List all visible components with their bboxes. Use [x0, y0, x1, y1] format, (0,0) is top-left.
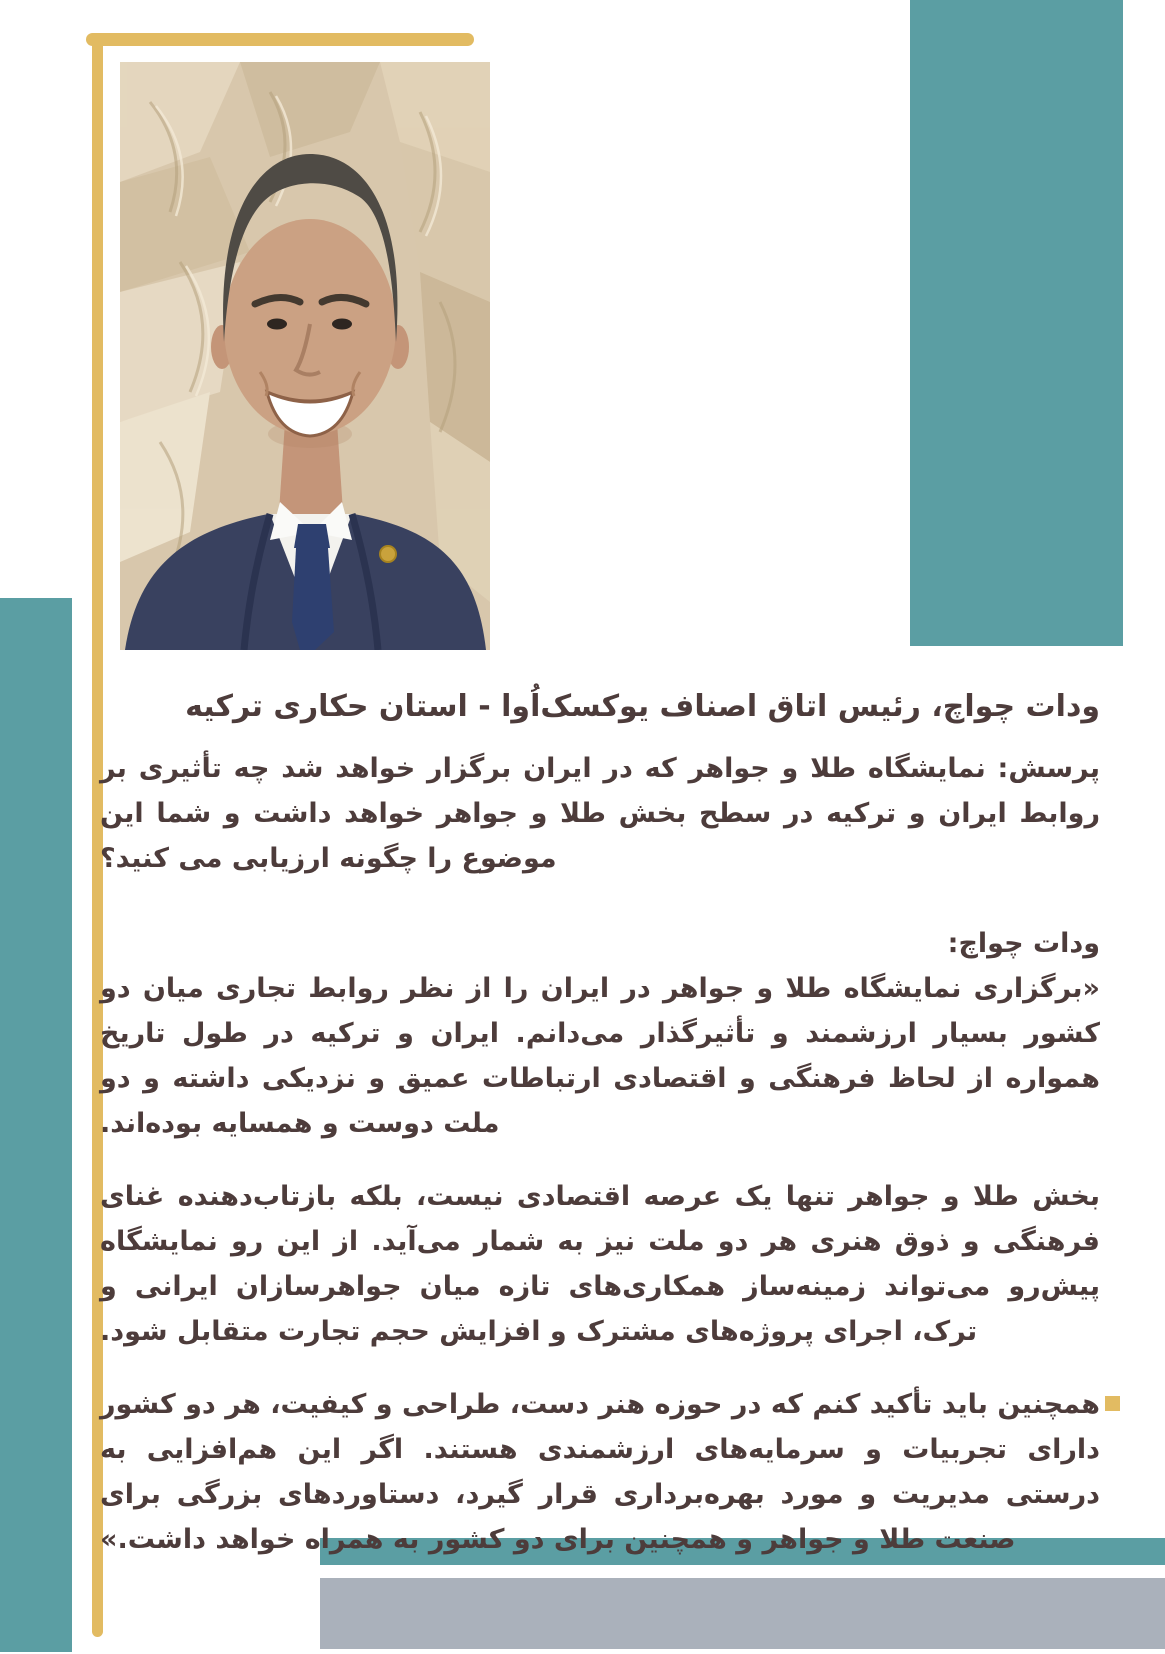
portrait-photo — [120, 62, 490, 650]
answer-paragraph-2: بخش طلا و جواهر تنها یک عرصه اقتصادی نیست، بلکه بازتاب‌دهنده غنای فرهنگی و ذوق هنری هر دو ملت نیز به شمار می‌آید. از این رو نمایشگاه پیش‌رو می‌تواند زمینه‌ساز همکاری‌های تازه میان جواهرسازان ایرانی و ترک، اجرای پروژه‌های مشترک و افزایش حجم تجارت متقابل شود. — [100, 1181, 1100, 1347]
answer-paragraph-3-text: همچنین باید تأکید کنم که در حوزه هنر دست، طراحی و کیفیت، هر دو کشور دارای تجربیات و سرمایه‌های ارزشمندی هستند. اگر این هم‌افزایی به درستی مدیریت و مورد بهره‌برداری قرار گیرد، دستاوردهای بزرگی برای صنعت طلا و جواهر و همچنین برای دو کشور به همراه خواهد داشت.» — [100, 1389, 1100, 1555]
article-title: ودات چواچ، رئیس اتاق اصناف یوکسک‌اُوا - استان حکاری ترکیه — [185, 689, 1100, 724]
portrait-photo-drawing — [120, 62, 490, 650]
speaker-name: ودات چواچ: — [947, 928, 1100, 959]
article-body — [100, 688, 1100, 1590]
answer-paragraph-3 — [100, 1382, 1100, 1562]
bullet-square — [1105, 1396, 1120, 1411]
answer-paragraph-1: «برگزاری نمایشگاه طلا و جواهر در ایران را از نظر روابط تجاری میان دو کشور بسیار ارزشمند و تأثیرگذار می‌دانم. ایران و ترکیه در طول تاریخ همواره از لحاظ فرهنگی و اقتصادی ارتباطات عمیق و نزدیکی داشته و دو ملت دوست و همسایه بوده‌اند. — [100, 973, 1100, 1139]
teal-block-top-right — [910, 0, 1123, 646]
interview-question: پرسش: نمایشگاه طلا و جواهر که در ایران برگزار خواهد شد چه تأثیری بر روابط ایران و ترکیه در سطح بخش طلا و جواهر خواهد داشت و شما این موضوع را چگونه ارزیابی می کنید؟ — [100, 753, 1100, 874]
teal-block-left — [0, 598, 72, 1652]
gold-frame-top — [86, 33, 474, 46]
